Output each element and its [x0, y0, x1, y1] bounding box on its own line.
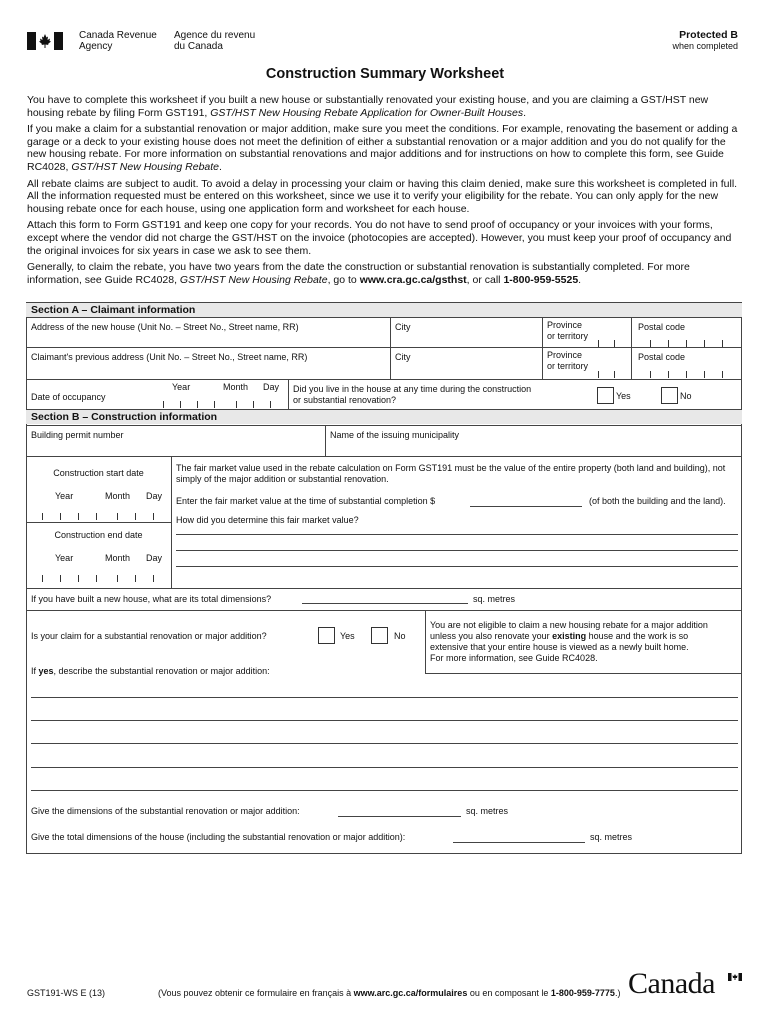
fair-market-value-note: The fair market value used in the rebate calculation on Form GST191 must be the value of the entire property (both land and building), not simply of the major addition or substantial renovation.: [176, 463, 726, 484]
city-label: City: [395, 322, 411, 332]
renovation-yes-label: Yes: [340, 631, 355, 641]
fair-market-value-label: Enter the fair market value at the time of substantial completion $: [176, 496, 436, 506]
intro-paragraph-1: You have to complete this worksheet if you built a new house or substantially renovated your existing house, and you are claiming a GST/HST new housing rebate by filing Form GST191, GST/HST New Housing Rebate Application for Owner-Built Houses.: [27, 94, 709, 119]
date-of-occupancy-label: Date of occupancy: [31, 392, 106, 402]
municipality-input[interactable]: [326, 426, 740, 455]
renovation-no-checkbox[interactable]: [371, 627, 388, 644]
section-a-title: Section A – Claimant information: [26, 303, 742, 317]
renovation-question: Is your claim for a substantial renovation or major addition?: [31, 631, 267, 641]
province-label: Province or territory: [547, 320, 589, 341]
intro-paragraph-4: Attach this form to Form GST191 and keep one copy for your records. You do not have to send proof of occupancy or your invoices with your forms, except where the vendor did not charge the GST/HST on the invoice (photocopies are accepted). However, you must keep your proof of occupancy and the original invoices for six years in case we ask to see them.: [27, 219, 732, 257]
lived-yes-label: Yes: [616, 391, 631, 401]
wordmark-flag-icon: [728, 968, 742, 976]
city-input[interactable]: [391, 318, 541, 346]
address-label: Address of the new house (Unit No. – Street No., Street name, RR): [31, 322, 299, 332]
renovation-no-label: No: [394, 631, 406, 641]
construction-start-input[interactable]: [40, 507, 165, 521]
lived-yes-checkbox[interactable]: [597, 387, 614, 404]
if-yes-describe-label: If yes, describe the substantial renovation or major addition:: [31, 666, 270, 676]
total-dimensions-input[interactable]: [453, 830, 585, 842]
previous-province-input[interactable]: [543, 348, 631, 378]
previous-province-label: Province or territory: [547, 350, 589, 371]
renovation-sq-metres: sq. metres: [466, 806, 509, 816]
page-title: Construction Summary Worksheet: [265, 66, 505, 82]
date-of-occupancy-input[interactable]: [160, 393, 286, 408]
start-month-label: Month: [105, 491, 131, 501]
end-month-label: Month: [105, 553, 131, 563]
lived-no-checkbox[interactable]: [661, 387, 678, 404]
renovation-description-input[interactable]: [31, 680, 738, 792]
start-year-label: Year: [55, 491, 74, 501]
canada-flag-icon: [27, 32, 63, 50]
total-dimensions-label: Give the total dimensions of the house (including the substantial renovation or major addition):: [31, 832, 406, 842]
new-house-dimensions-input[interactable]: [302, 591, 468, 603]
month-label: Month: [223, 382, 249, 392]
end-year-label: Year: [55, 553, 74, 563]
fmv-method-question: How did you determine this fair market value?: [176, 515, 359, 525]
agency-name-fr: Agence du revenu du Canada: [174, 30, 256, 52]
major-addition-note: You are not eligible to claim a new housing rebate for a major addition unless you also renovate your existing house and the work is so extensive that your entire house is viewed as a newly built home. For more information, see Guide RC4028.: [430, 620, 708, 663]
previous-postal-label: Postal code: [638, 352, 686, 362]
lived-no-label: No: [680, 391, 692, 401]
construction-end-input[interactable]: [40, 569, 165, 583]
protected-b-label: Protected B when completed: [672, 29, 738, 51]
day-label: Day: [263, 382, 280, 392]
intro-text: [27, 94, 743, 286]
postal-code-label: Postal code: [638, 322, 686, 332]
construction-start-label: Construction start date: [53, 468, 144, 478]
new-house-dimensions-label: If you have built a new house, what are its total dimensions?: [31, 594, 272, 604]
address-input[interactable]: [27, 318, 389, 346]
building-permit-input[interactable]: [27, 426, 323, 455]
french-availability-note: (Vous pouvez obtenir ce formulaire en français à www.arc.gc.ca/formulaires ou en composant le 1-800-959-7775.): [158, 988, 621, 998]
construction-end-label: Construction end date: [54, 530, 143, 540]
intro-paragraph-2: If you make a claim for a substantial renovation or major addition, make sure you meet the conditions. For example, renovating the basement or adding a garage or a deck to your existing house does not meet the definition of either a substantial renovation or a major addition and you do not qualify for the new housing rebate. For more information on substantial renovations and major additions and for instructions on how to complete this form, see Guide RC4028, GST/HST New Housing Rebate.: [27, 123, 738, 173]
section-b-title: Section B – Construction information: [26, 410, 742, 424]
previous-city-input[interactable]: [391, 348, 541, 378]
fair-market-value-input[interactable]: [470, 493, 582, 506]
end-day-label: Day: [146, 553, 163, 563]
intro-paragraph-3: All rebate claims are subject to audit. To avoid a delay in processing your claim or having this claim denied, make sure this worksheet is completed in full. All the information requested must be entered on this worksheet, since we use it to verify your eligibility for the rebate. You can only apply for the new housing rebate once for each house, using one application form and worksheet for each house.: [27, 177, 738, 215]
municipality-label: Name of the issuing municipality: [330, 430, 460, 440]
fmv-method-input[interactable]: [176, 524, 738, 568]
start-day-label: Day: [146, 491, 163, 501]
new-house-sq-metres: sq. metres: [473, 594, 516, 604]
lived-in-house-question: Did you live in the house at any time during the construction or substantial renovation?: [293, 384, 532, 405]
canada-wordmark: Canada: [628, 967, 715, 1000]
year-label: Year: [172, 382, 191, 392]
previous-city-label: City: [395, 352, 411, 362]
total-sq-metres: sq. metres: [590, 832, 633, 842]
fair-market-value-suffix: (of both the building and the land).: [589, 496, 726, 506]
previous-address-input[interactable]: [27, 348, 389, 378]
intro-paragraph-5: Generally, to claim the rebate, you have two years from the date the construction or substantial renovation is substantially completed. For more information, see Guide RC4028, GST/HST New Housing Rebate, go to www.cra.gc.ca/gsthst, or call 1-800-959-5525.: [27, 261, 690, 286]
agency-name-en: Canada Revenue Agency: [79, 30, 157, 52]
renovation-dimensions-label: Give the dimensions of the substantial renovation or major addition:: [31, 806, 300, 816]
previous-address-label: Claimant's previous address (Unit No. – Street No., Street name, RR): [31, 352, 308, 362]
form-id: GST191-WS E (13): [27, 988, 106, 998]
building-permit-label: Building permit number: [31, 430, 124, 440]
renovation-yes-checkbox[interactable]: [318, 627, 335, 644]
renovation-dimensions-input[interactable]: [338, 804, 461, 816]
province-input[interactable]: [543, 318, 631, 346]
